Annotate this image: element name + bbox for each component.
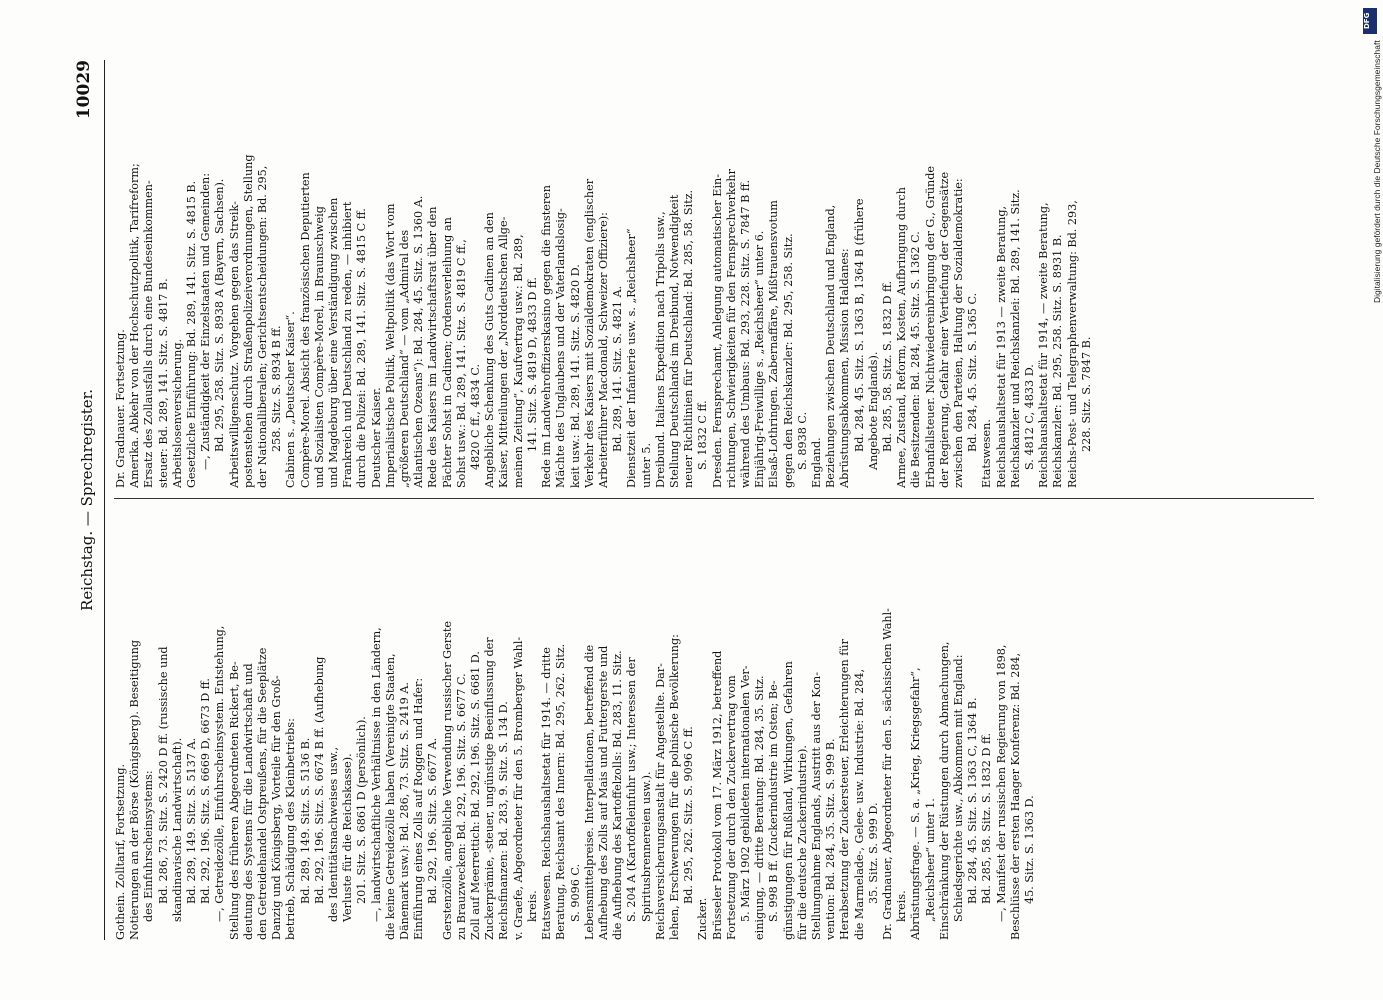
index-line: 141. Sitz. S. 4819 D, 4833 D ff.: [525, 277, 539, 452]
index-line: —, landwirtschaftliche Verhältnisse in den Ländern,: [369, 627, 383, 922]
index-line: die keine Getreidezölle haben (Vereinigte Staaten,: [383, 653, 397, 940]
index-line: zu Brauzwecken: Bd. 292, 196. Sitz. S. 6677 C.: [454, 673, 468, 940]
index-line: Etatswesen.: [980, 419, 994, 488]
index-line: —, Getreidezölle, Einfuhrscheinsystem. Entstehung,: [213, 625, 227, 922]
index-line: Beratung, Reichsamt des Innern: Bd. 295, 262. Sitz.: [554, 643, 568, 940]
index-line: und Sozialisten Compère-Morel, in Braunschweig: [312, 206, 326, 488]
index-line: Frankreich und Deutschland zu reden, — inhibiert: [341, 201, 355, 488]
index-line: Zucker.: [696, 897, 710, 940]
index-line: „größeren Deutschland“ — vom „Admiral des: [398, 229, 412, 488]
index-line: Erbanfallsteuer. Nichtwiedereinbringung der G., Gründe: [923, 165, 937, 488]
index-line: Imperialistische Politik, Weltpolitik (das Wort vom: [383, 203, 397, 488]
page-header: [70, 60, 100, 940]
index-line: Danzig und Königsberg, Vorteile für den Groß-: [270, 675, 284, 940]
index-line: Reichskanzler und Reichskanzlei: Bd. 289, 141. Sitz.: [1008, 189, 1022, 488]
index-line: S. 9096 C.: [568, 863, 582, 922]
index-line: einigung, — dritte Beratung: Bd. 284, 35. Sitz.: [753, 675, 767, 940]
index-line: Bd. 295, 262. Sitz. S. 9096 C ff.: [682, 726, 696, 904]
index-line: Bd. 289, 149. Sitz. S. 5136 B.: [298, 737, 312, 904]
index-line: die Besitzenden: Bd. 284, 45. Sitz. S. 1362 C.: [909, 231, 923, 488]
index-line: Abrüstungsabkommen, Mission Haldanes:: [838, 248, 852, 488]
index-line: Angebliche Schenkung des Guts Cadinen an den: [483, 212, 497, 488]
index-line: vention: Bd. 284, 35. Sitz. S. 999 B.: [824, 738, 838, 940]
index-line: Reichshaushaltsetat für 1914, — zweite Beratung,: [1037, 202, 1051, 488]
index-line: lehen, Erschwerungen für die polnische Bevölkerung:: [667, 634, 681, 940]
index-line: Bd. 292, 196. Sitz. S. 6669 D, 6673 D ff.: [199, 678, 213, 904]
index-line: Pächter Sohst in Cadinen; Ordensverleihung an: [440, 217, 454, 488]
index-line: die Marmelade-, Gelee- usw. Industrie: Bd. 284,: [852, 668, 866, 940]
index-line: des Identitätsnachweises usw.,: [327, 746, 341, 922]
index-line: „Reichsheer“ unter 1.: [923, 798, 937, 922]
index-line: Amerika. Abkehr von der Hochschutzpolitik, Tarifreform;: [128, 163, 142, 488]
index-line: Bd. 284, 45. Sitz. S. 1365 C.: [966, 292, 980, 452]
rotated-text-block: [70, 60, 1330, 940]
index-line: Dr. Gradnauer. Fortsetzung.: [114, 329, 127, 488]
index-line: Schiedsgerichte usw., Abkommen mit England:: [951, 654, 965, 922]
index-line: Bd. 284, 45. Sitz. S. 1363 C, 1364 B.: [966, 697, 980, 904]
index-line: Rede des Kaisers im Landwirtschaftsrat über den: [426, 206, 440, 488]
index-line: Bd. 285, 58. Sitz. S. 1832 D ff.: [980, 732, 994, 904]
index-line: Arbeitswilligenschutz. Vorgehen gegen das Streik-: [227, 201, 241, 488]
index-line: steuer: Bd. 289, 141. Sitz. S. 4817 B.: [156, 278, 170, 488]
index-line: Stellungnahme Englands, Austritt aus der Kon-: [809, 671, 823, 940]
index-line: —, Zuständigkeit der Einzelstaaten und Gemeinden:: [199, 173, 213, 470]
index-line: Arbeiterführer Macdonald, Schweizer Offiziere):: [596, 212, 610, 488]
index-line: Stellung des früheren Abgeordneten Rickert, Be-: [227, 661, 241, 940]
index-line: Ersatz des Zollausfalls durch eine Bundeseinkommen-: [142, 180, 156, 488]
index-line: keit usw.: Bd. 289, 141. Sitz. S. 4820 D.: [568, 264, 582, 488]
index-line: postenstehen durch Straßenpolizeiverordnungen, Stellung: [241, 154, 255, 488]
index-line: den Getreidehandel Ostpreußens, für die Seeplätze: [256, 647, 270, 940]
index-line: 4820 C ff., 4834 C.: [469, 363, 483, 470]
index-line: durch die Polizei: Bd. 289, 141. Sitz. S. 4815 C ff.: [355, 208, 369, 488]
index-line: Elsaß-Lothringen. Zabernaffäre, Mißtrauensvotum: [767, 200, 781, 488]
index-line: Abrüstungsfrage. — S. a. „Krieg, Kriegsgefahr“,: [909, 667, 923, 940]
index-line: Bd. 289, 141. Sitz. S. 4821 A.: [611, 285, 625, 452]
index-line: 201. Sitz. S. 6861 D (persönlich).: [355, 716, 369, 904]
index-line: Arbeitslosenversicherung.: [170, 338, 184, 488]
index-line: günstigungen für Rußland, Wirkungen, Gefahren: [781, 661, 795, 940]
index-line: Reichshaushaltsetat für 1913 — zweite Beratung,: [994, 205, 1008, 488]
index-line: S. 204 A (Kartoffeleinfuhr usw.; Interessen der: [625, 657, 639, 922]
index-line: Sohst usw.: Bd. 289, 141. Sitz. S. 4819 C ff.,: [454, 239, 468, 488]
index-line: Reichsversicherungsanstalt für Angestellte. Dar-: [653, 663, 667, 940]
index-line: richtungen, Schwierigkeiten für den Fernsprechverkehr: [724, 169, 738, 488]
digitization-credit: Digitalisierung gefördert durch die Deutsche Forschungsgemeinschaft: [1372, 40, 1382, 303]
index-line: Gerstenzölle, angebliche Verwendung russischer Gerste: [440, 621, 454, 940]
index-line: Aufhebung des Zolls auf Mais und Futtergerste und: [596, 645, 610, 940]
index-line: 258. Sitz. S. 8934 B ff.: [270, 325, 284, 452]
index-line: 5. März 1902 gebildeten internationalen Ver-: [738, 665, 752, 922]
index-line: Bd. 289, 149. Sitz. S. 5137 A.: [185, 737, 199, 904]
index-line: Notierungen an der Börse (Königsberg). Beseitigung: [128, 639, 142, 940]
left-column: [114, 510, 1314, 940]
index-line: Gesetzliche Einführung: Bd. 289, 141. Sitz. S. 4815 B.: [185, 180, 199, 488]
index-line: Dr. Gradnauer, Abgeordneter für den 5. sächsischen Wahl-: [880, 608, 894, 940]
page-number: 10029: [74, 60, 94, 120]
index-line: 45. Sitz. S. 1363 D.: [1023, 795, 1036, 904]
index-line: Einjährig-Freiwillige s. „Reichsheer“ unter 6.: [753, 230, 767, 488]
index-line: Armee, Zustand, Reform, Kosten, Aufbringung durch: [895, 187, 909, 488]
index-line: Bd. 292, 196. Sitz. S. 6677 A.: [426, 737, 440, 904]
index-line: S. 1832 C ff.: [696, 400, 710, 470]
index-line: Mächte des Unglaubens und der Vaterlandslosig-: [554, 208, 568, 488]
index-line: Dänemark usw.): Bd. 286, 73. Sitz. S. 2419 A.: [398, 682, 412, 940]
index-line: 35. Sitz. S. 999 D.: [866, 802, 880, 904]
index-line: Fortsetzung der durch den Zuckervertrag vom: [724, 675, 738, 940]
index-line: kreis.: [895, 890, 909, 922]
index-line: und Magdeburg über eine Verständigung zwischen: [327, 197, 341, 488]
index-line: 228. Sitz. S. 7847 B.: [1079, 336, 1093, 452]
index-line: skandinavische Landwirtschaft).: [170, 737, 184, 922]
index-line: Herabsetzung der Zuckersteuer, Erleichterungen für: [838, 639, 852, 940]
index-line: für die deutsche Zuckerindustrie).: [795, 745, 809, 940]
index-line: Spiritusbrennereien usw.).: [639, 771, 653, 922]
index-line: Dresden. Fernsprechamt, Anlegung automatischer Ein-: [710, 173, 724, 488]
index-line: Gothein. Zolltarif, Fortsetzung.: [114, 763, 127, 940]
index-line: S. 998 B ff. (Zuckerindustrie im Osten; Be-: [767, 680, 781, 922]
index-line: Brüsseler Protokoll vom 17. März 1912, betreffend: [710, 650, 724, 940]
index-line: Deutscher Kaiser.: [369, 387, 383, 488]
index-line: Bd. 295, 258. Sitz. S. 8938 A (Bayern, Sachsen).: [213, 178, 227, 452]
index-line: Compère-Morel. Absicht des französischen Deputierten: [298, 172, 312, 488]
index-line: Bd. 286, 73. Sitz. S. 2420 D ff. (russische und: [156, 646, 170, 904]
right-column: [114, 58, 1314, 488]
index-line: S. 4812 C, 4833 D.: [1023, 364, 1036, 470]
index-line: während des Umbaus: Bd. 293, 228. Sitz. S. 7847 B ff.: [738, 179, 752, 488]
index-line: v. Graefe, Abgeordneter für den 5. Bromberger Wahl-: [511, 636, 525, 940]
index-line: neuer Richtlinien für Deutschland: Bd. 285, 58. Sitz.: [682, 189, 696, 488]
index-line: Bd. 284, 45. Sitz. S. 1363 B, 1364 B (frühere: [852, 198, 866, 452]
index-line: England.: [809, 437, 823, 488]
index-line: Etatswesen. Reichshaushaltsetat für 1914. — dritte: [540, 647, 554, 940]
index-line: Cabinen s. „Deutscher Kaiser“.: [284, 311, 298, 488]
index-line: Atlantischen Ozeans“): Bd. 284, 45. Sitz. S. 1360 A.: [412, 195, 426, 488]
index-line: Verkehr des Kaisers mit Sozialdemokraten (englischer: [582, 178, 596, 488]
index-line: der Nationalliberalen; Gerichtsentscheidungen: Bd. 295,: [256, 165, 270, 488]
index-line: Reichskanzler: Bd. 295, 258. Sitz. S. 8931 B.: [1051, 234, 1065, 488]
index-line: kreis.: [525, 890, 539, 922]
index-line: unter 5.: [639, 442, 653, 488]
index-line: deutung des Systems für die Landwirtschaft und: [241, 663, 255, 940]
index-line: des Einfuhrscheinsystems:: [142, 770, 156, 922]
index-line: Bd. 285, 58. Sitz. S. 1832 D ff.: [880, 280, 894, 452]
index-line: Stellung Deutschlands im Dreibund, Notwendigkeit: [667, 194, 681, 488]
index-line: zwischen den Parteien, Haltung der Sozialdemokratie:: [951, 178, 965, 488]
dfg-logo: DFG: [1363, 8, 1377, 34]
index-line: gegen den Reichskanzler: Bd. 295, 258. Sitz.: [781, 233, 795, 488]
index-line: betrieb, Schädigung des Kleinbetriebs:: [284, 718, 298, 940]
header-rule: [104, 60, 105, 940]
index-line: Kaiser, Mitteilungen der „Norddeutschen Allge-: [497, 216, 511, 488]
index-line: Dienstzeit der Infanterie usw. s. „Reichsheer“: [625, 228, 639, 488]
index-line: Angebote Englands).: [866, 351, 880, 470]
index-line: Einschränkung der Rüstungen durch Abmachungen,: [937, 641, 951, 940]
index-line: Zuckerprämie, -steuer, ungünstige Beeinflussung der: [483, 637, 497, 940]
index-line: die Aufhebung des Kartoffelzolls: Bd. 283, 11. Sitz.: [611, 650, 625, 940]
index-line: Lebensmittelpreise. Interpellationen, betreffend die: [582, 644, 596, 940]
index-line: Reichsfinanzen: Bd. 283, 9. Sitz. S. 134 D.: [497, 701, 511, 940]
index-line: —, Manifest der russischen Regierung von 1898,: [994, 644, 1008, 922]
index-line: Bd. 292, 196. Sitz. S. 6674 B ff. (Aufhebung: [312, 656, 326, 904]
index-line: Verluste für die Reichskasse).: [341, 753, 355, 922]
index-line: Zoll auf Meerrettich: Bd. 292, 196. Sitz. S. 6681 D.: [469, 651, 483, 940]
index-line: der Regierung, Gefahr einer Vertiefung der Gegensätze: [937, 171, 951, 488]
index-line: meinen Zeitung“, Kaufvertrag usw.: Bd. 289,: [511, 234, 525, 488]
index-line: Dreibund. Italiens Expedition nach Tripolis usw.,: [653, 211, 667, 488]
column-divider: [114, 498, 1314, 499]
index-line: S. 8938 C.: [795, 411, 809, 470]
index-line: Reichs-Post- und Telegraphenverwaltung: Bd. 293,: [1065, 200, 1079, 488]
index-line: Beziehungen zwischen Deutschland und England,: [824, 204, 838, 488]
index-line: Einführung eines Zolls auf Roggen und Hafer:: [412, 677, 426, 940]
index-line: Beschlüsse der ersten Haager Konferenz: Bd. 284,: [1008, 652, 1022, 940]
index-line: Rede im Landwehroffizierskasino gegen die finsteren: [540, 185, 554, 488]
running-title: Reichstag. — Sprechregister.: [78, 389, 96, 611]
